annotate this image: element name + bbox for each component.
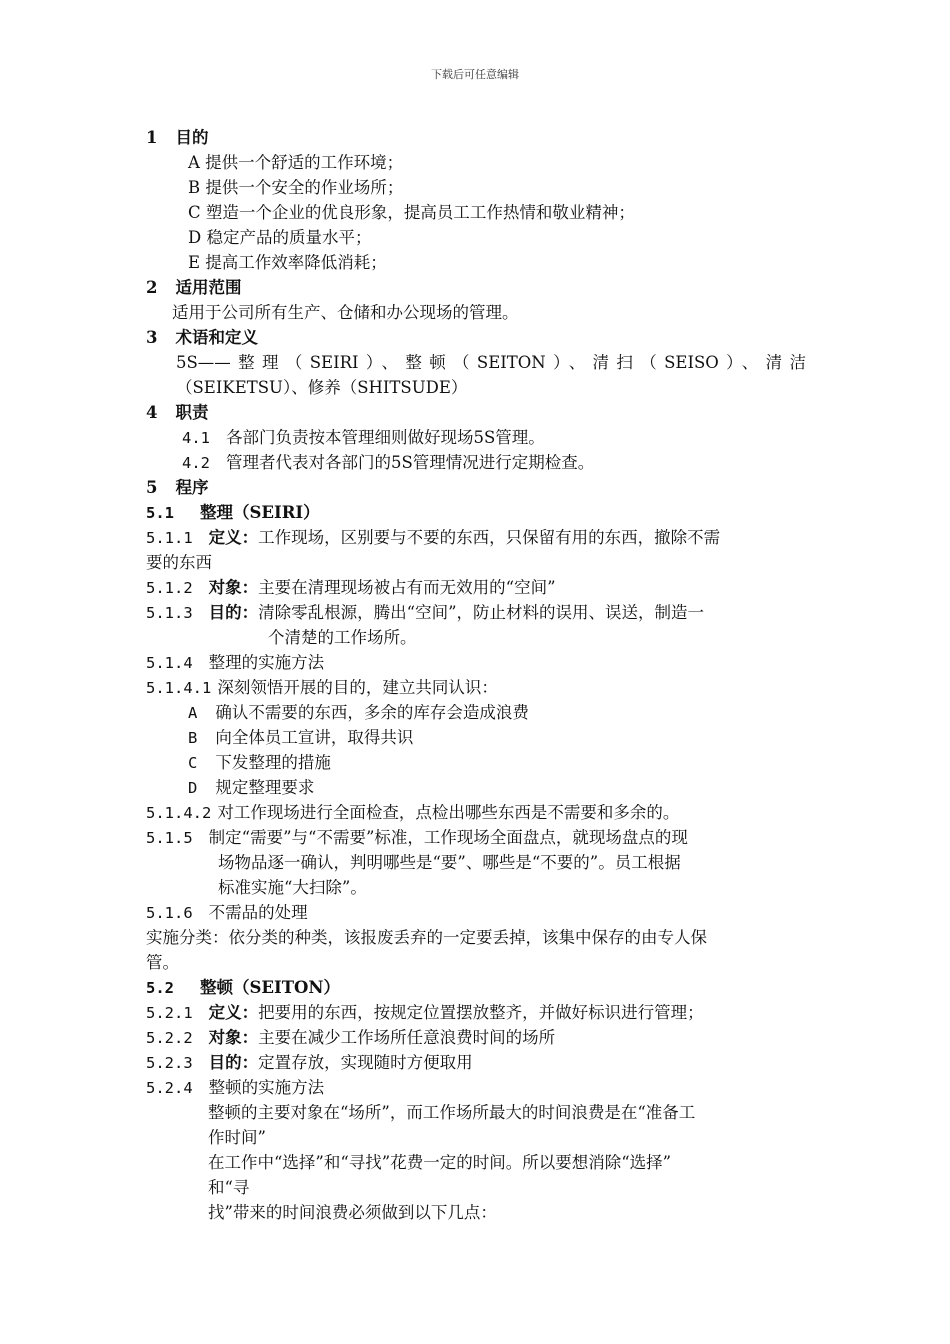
clause-text: 深刻领悟开展的目的，建立共同认识： bbox=[217, 678, 498, 697]
clause-5-1-2 bbox=[146, 576, 556, 600]
clause-text: 清除零乱根源，腾出“空间”，防止材料的误用、误送，制造一 bbox=[258, 603, 705, 622]
clause-5-1-6 bbox=[146, 901, 308, 925]
list-key: C bbox=[188, 754, 198, 772]
section-number: 3 bbox=[146, 328, 158, 347]
method-paragraph-line: 和“寻 bbox=[208, 1178, 250, 1197]
clause-number: 5.1.3 bbox=[146, 604, 193, 622]
method-paragraph-line: 在工作中“选择”和“寻找”花费一定的时间。所以要想消除“选择” bbox=[208, 1153, 672, 1172]
subsection-title: 整顿（SEITON） bbox=[200, 978, 340, 997]
section-title: 职责 bbox=[175, 403, 209, 422]
item-number: 4.2 bbox=[182, 454, 210, 472]
scope-text: 适用于公司所有生产、仓储和办公现场的管理。 bbox=[172, 303, 519, 322]
list-value: 下发整理的措施 bbox=[215, 753, 331, 772]
purpose-item: C 塑造一个企业的优良形象，提高员工工作热情和敬业精神； bbox=[188, 203, 635, 222]
clause-label: 对象： bbox=[208, 1028, 259, 1047]
list-value: 确认不需要的东西，多余的库存会造成浪费 bbox=[215, 703, 529, 722]
purpose-item: E 提高工作效率降低消耗； bbox=[188, 253, 387, 272]
clause-number: 5.1.2 bbox=[146, 579, 193, 597]
clause-number: 5.1.6 bbox=[146, 904, 193, 922]
clause-label: 目的： bbox=[208, 603, 259, 622]
clause-continuation: 个清楚的工作场所。 bbox=[268, 628, 417, 647]
clause-continuation: 要的东西 bbox=[146, 553, 212, 572]
purpose-item: D 稳定产品的质量水平； bbox=[188, 228, 372, 247]
clause-number: 5.2.2 bbox=[146, 1029, 193, 1047]
method-paragraph-line: 整顿的主要对象在“场所”，而工作场所最大的时间浪费是在“准备工 bbox=[208, 1103, 696, 1122]
clause-text: 制定“需要”与“不需要”标准，工作现场全面盘点，就现场盘点的现 bbox=[208, 828, 688, 847]
definition-line-2: （SEIKETSU）、修养（SHITSUDE） bbox=[176, 378, 468, 397]
clause-label: 目的： bbox=[208, 1053, 259, 1072]
list-key: B bbox=[188, 729, 198, 747]
section-number: 1 bbox=[146, 128, 158, 147]
subsection-number: 5.1 bbox=[146, 504, 174, 522]
subsection-number: 5.2 bbox=[146, 979, 174, 997]
list-item bbox=[188, 701, 529, 725]
section-number: 2 bbox=[146, 278, 158, 297]
section-title: 目的 bbox=[175, 128, 209, 147]
clause-5-2-1 bbox=[146, 1001, 704, 1025]
definition-line-1: 5S——整理（SEIRI）、整顿（SEITON）、清扫（SEISO）、清洁 bbox=[176, 353, 806, 372]
clause-text: 主要在减少工作场所任意浪费时间的场所 bbox=[258, 1028, 556, 1047]
purpose-item: B 提供一个安全的作业场所； bbox=[188, 178, 404, 197]
clause-5-1-4-2 bbox=[146, 801, 679, 825]
disposal-paragraph-line: 实施分类：依分类的种类，该报废丢弃的一定要丢掉，该集中保存的由专人保 bbox=[146, 928, 707, 947]
responsibility-item bbox=[182, 426, 545, 450]
section-title: 适用范围 bbox=[175, 278, 242, 297]
item-text: 管理者代表对各部门的5S管理情况进行定期检查。 bbox=[226, 453, 595, 472]
list-item bbox=[188, 751, 331, 775]
section-4-heading bbox=[146, 401, 208, 425]
clause-text: 工作现场，区别要与不要的东西，只保留有用的东西，撤除不需 bbox=[258, 528, 721, 547]
clause-text: 主要在清理现场被占有而无效用的“空间” bbox=[258, 578, 556, 597]
list-item bbox=[188, 726, 413, 750]
section-number: 5 bbox=[146, 478, 158, 497]
clause-text: 定置存放，实现随时方便取用 bbox=[258, 1053, 473, 1072]
clause-label: 对象： bbox=[208, 578, 259, 597]
clause-5-1-4-1 bbox=[146, 676, 498, 700]
section-number: 4 bbox=[146, 403, 158, 422]
subsection-title: 整理（SEIRI） bbox=[200, 503, 320, 522]
item-text: 各部门负责按本管理细则做好现场5S管理。 bbox=[226, 428, 545, 447]
section-title: 程序 bbox=[175, 478, 209, 497]
list-value: 向全体员工宣讲，取得共识 bbox=[215, 728, 414, 747]
subsection-5-2-heading bbox=[146, 976, 340, 1000]
clause-continuation: 场物品逐一确认，判明哪些是“要”、哪些是“不要的”。员工根据 bbox=[218, 853, 681, 872]
clause-5-1-1 bbox=[146, 526, 720, 550]
clause-continuation: 标准实施“大扫除”。 bbox=[218, 878, 367, 897]
clause-5-1-4 bbox=[146, 651, 324, 675]
method-paragraph-line: 作时间” bbox=[208, 1128, 266, 1147]
section-1-heading bbox=[146, 126, 208, 150]
disposal-paragraph-line: 管。 bbox=[146, 953, 179, 972]
clause-5-2-2 bbox=[146, 1026, 555, 1050]
section-2-heading bbox=[146, 276, 241, 300]
page-header: 下载后可任意编辑 bbox=[431, 68, 519, 81]
section-3-heading bbox=[146, 326, 258, 350]
clause-number: 5.1.4 bbox=[146, 654, 193, 672]
clause-5-1-3 bbox=[146, 601, 704, 625]
list-value: 规定整理要求 bbox=[215, 778, 315, 797]
clause-5-1-5 bbox=[146, 826, 688, 850]
clause-text: 整理的实施方法 bbox=[208, 653, 325, 672]
clause-number: 5.2.1 bbox=[146, 1004, 193, 1022]
clause-number: 5.1.5 bbox=[146, 829, 193, 847]
purpose-item: A 提供一个舒适的工作环境； bbox=[188, 153, 404, 172]
clause-number: 5.1.4.2 bbox=[146, 804, 212, 822]
list-item bbox=[188, 776, 314, 800]
clause-5-2-3 bbox=[146, 1051, 473, 1075]
clause-text: 把要用的东西，按规定位置摆放整齐，并做好标识进行管理； bbox=[258, 1003, 704, 1022]
clause-label: 定义： bbox=[208, 1003, 259, 1022]
clause-label: 定义： bbox=[208, 528, 259, 547]
clause-number: 5.1.1 bbox=[146, 529, 193, 547]
item-number: 4.1 bbox=[182, 429, 210, 447]
clause-5-2-4 bbox=[146, 1076, 324, 1100]
subsection-5-1-heading bbox=[146, 501, 320, 525]
clause-text: 对工作现场进行全面检查，点检出哪些东西是不需要和多余的。 bbox=[217, 803, 680, 822]
clause-number: 5.1.4.1 bbox=[146, 679, 212, 697]
section-5-heading bbox=[146, 476, 208, 500]
clause-number: 5.2.3 bbox=[146, 1054, 193, 1072]
clause-text: 不需品的处理 bbox=[208, 903, 308, 922]
responsibility-item bbox=[182, 451, 594, 475]
clause-text: 整顿的实施方法 bbox=[208, 1078, 325, 1097]
clause-number: 5.2.4 bbox=[146, 1079, 193, 1097]
list-key: A bbox=[188, 704, 198, 722]
list-key: D bbox=[188, 779, 198, 797]
method-paragraph-line: 找”带来的时间浪费必须做到以下几点： bbox=[208, 1203, 497, 1222]
section-title: 术语和定义 bbox=[175, 328, 258, 347]
